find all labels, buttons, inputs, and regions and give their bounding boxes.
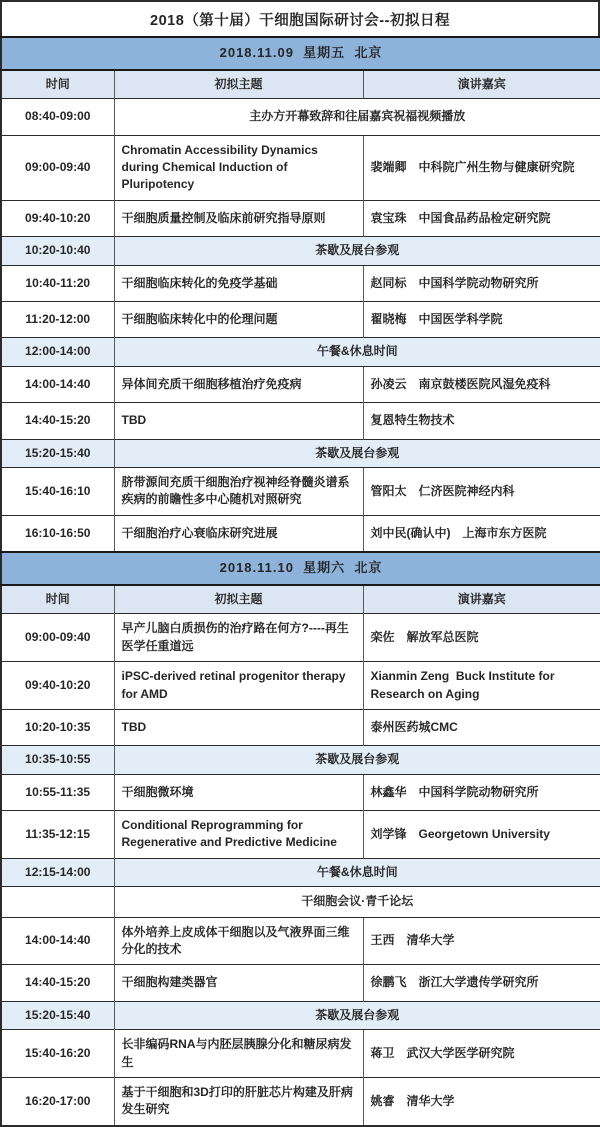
speaker-cell: Xianmin Zeng Buck Institute for Research on Aging: [363, 662, 600, 710]
topic-cell: 异体间充质干细胞移植治疗免疫病: [114, 366, 363, 402]
time-cell: 14:40-15:20: [1, 403, 114, 439]
speaker-cell: 姚睿 清华大学: [363, 1077, 600, 1125]
merged-row: [1, 99, 600, 135]
break-row: [1, 439, 600, 467]
speaker-cell: 蒋卫 武汉大学医学研究院: [363, 1030, 600, 1078]
topic-cell: 长非编码RNA与内胚层胰腺分化和糖尿病发生: [114, 1030, 363, 1078]
time-cell: [1, 887, 114, 917]
topic-cell: TBD: [114, 403, 363, 439]
session-row: [1, 515, 600, 552]
day-header-row: [1, 37, 600, 70]
session-row: [1, 265, 600, 301]
topic-cell: 干细胞构建类器官: [114, 965, 363, 1001]
time-cell: 12:00-14:00: [1, 338, 114, 366]
time-cell: 09:40-10:20: [1, 662, 114, 710]
break-label: 茶歇及展台参观: [114, 746, 600, 774]
speaker-cell: 管阳太 仁济医院神经内科: [363, 467, 600, 515]
col-header-time: 时间: [1, 70, 114, 99]
time-cell: 10:35-10:55: [1, 746, 114, 774]
time-cell: 15:40-16:10: [1, 467, 114, 515]
column-header-row: [1, 70, 600, 99]
merged-label: 主办方开幕致辞和往届嘉宾祝福视频播放: [114, 99, 600, 135]
page-title: 2018（第十届）干细胞国际研讨会--初拟日程: [0, 0, 600, 36]
topic-cell: 脐带源间充质干细胞治疗视神经脊髓炎谱系疾病的前瞻性多中心随机对照研究: [114, 467, 363, 515]
topic-cell: Conditional Reprogramming for Regenerative and Predictive Medicine: [114, 811, 363, 859]
session-row: [1, 135, 600, 200]
time-cell: 16:20-17:00: [1, 1077, 114, 1125]
time-cell: 15:40-16:20: [1, 1030, 114, 1078]
session-row: [1, 467, 600, 515]
topic-cell: 干细胞治疗心衰临床研究进展: [114, 515, 363, 552]
topic-cell: iPSC-derived retinal progenitor therapy for AMD: [114, 662, 363, 710]
merged-label: 干细胞会议·青千论坛: [114, 887, 600, 917]
time-cell: 15:20-15:40: [1, 439, 114, 467]
time-cell: 15:20-15:40: [1, 1001, 114, 1029]
schedule-table-body: [1, 37, 600, 1126]
break-label: 茶歇及展台参观: [114, 237, 600, 265]
session-row: [1, 1030, 600, 1078]
topic-cell: 干细胞临床转化中的伦理问题: [114, 301, 363, 337]
col-header-topic: 初拟主题: [114, 70, 363, 99]
break-row: [1, 1001, 600, 1029]
topic-cell: 早产儿脑白质损伤的治疗路在何方?----再生医学任重道远: [114, 614, 363, 662]
session-row: [1, 614, 600, 662]
speaker-cell: 裴端卿 中科院广州生物与健康研究院: [363, 135, 600, 200]
speaker-cell: 赵同标 中国科学院动物研究所: [363, 265, 600, 301]
break-row: [1, 338, 600, 366]
time-cell: 14:00-14:40: [1, 917, 114, 965]
time-cell: 11:20-12:00: [1, 301, 114, 337]
session-row: [1, 662, 600, 710]
speaker-cell: 栾佐 解放军总医院: [363, 614, 600, 662]
time-cell: 11:35-12:15: [1, 811, 114, 859]
break-label: 午餐&休息时间: [114, 338, 600, 366]
session-row: [1, 403, 600, 439]
time-cell: 14:00-14:40: [1, 366, 114, 402]
session-row: [1, 366, 600, 402]
session-row: [1, 709, 600, 745]
time-cell: 14:40-15:20: [1, 965, 114, 1001]
column-header-row: [1, 585, 600, 614]
break-label: 午餐&休息时间: [114, 858, 600, 886]
break-row: [1, 237, 600, 265]
topic-cell: 干细胞临床转化的免疫学基础: [114, 265, 363, 301]
topic-cell: 基于干细胞和3D打印的肝脏芯片构建及肝病发生研究: [114, 1077, 363, 1125]
time-cell: 10:20-10:35: [1, 709, 114, 745]
col-header-speaker: 演讲嘉宾: [363, 70, 600, 99]
session-row: [1, 965, 600, 1001]
day-header-label: 2018.11.10 星期六 北京: [1, 552, 600, 585]
speaker-cell: 孙凌云 南京鼓楼医院风湿免疫科: [363, 366, 600, 402]
speaker-cell: 刘中民(确认中) 上海市东方医院: [363, 515, 600, 552]
break-label: 茶歇及展台参观: [114, 1001, 600, 1029]
col-header-topic: 初拟主题: [114, 585, 363, 614]
time-cell: 10:55-11:35: [1, 774, 114, 810]
speaker-cell: 翟晓梅 中国医学科学院: [363, 301, 600, 337]
speaker-cell: 王西 清华大学: [363, 917, 600, 965]
time-cell: 09:00-09:40: [1, 614, 114, 662]
time-cell: 10:20-10:40: [1, 237, 114, 265]
topic-cell: 体外培养上皮成体干细胞以及气液界面三维分化的技术: [114, 917, 363, 965]
speaker-cell: 袁宝珠 中国食品药品检定研究院: [363, 200, 600, 236]
break-row: [1, 746, 600, 774]
time-cell: 09:40-10:20: [1, 200, 114, 236]
topic-cell: 干细胞质量控制及临床前研究指导原则: [114, 200, 363, 236]
time-cell: 08:40-09:00: [1, 99, 114, 135]
topic-cell: 干细胞微环境: [114, 774, 363, 810]
merged-row: [1, 887, 600, 917]
topic-cell: Chromatin Accessibility Dynamics during Chemical Induction of Pluripotency: [114, 135, 363, 200]
day-header-label: 2018.11.09 星期五 北京: [1, 37, 600, 70]
time-cell: 10:40-11:20: [1, 265, 114, 301]
session-row: [1, 200, 600, 236]
col-header-time: 时间: [1, 585, 114, 614]
speaker-cell: 徐鹏飞 浙江大学遗传学研究所: [363, 965, 600, 1001]
session-row: [1, 1077, 600, 1125]
session-row: [1, 917, 600, 965]
session-row: [1, 811, 600, 859]
time-cell: 09:00-09:40: [1, 135, 114, 200]
break-row: [1, 858, 600, 886]
day-header-row: [1, 552, 600, 585]
speaker-cell: 林鑫华 中国科学院动物研究所: [363, 774, 600, 810]
speaker-cell: 复恩特生物技术: [363, 403, 600, 439]
session-row: [1, 774, 600, 810]
schedule-table: [0, 36, 600, 1127]
break-label: 茶歇及展台参观: [114, 439, 600, 467]
speaker-cell: 刘学锋 Georgetown University: [363, 811, 600, 859]
topic-cell: TBD: [114, 709, 363, 745]
time-cell: 12:15-14:00: [1, 858, 114, 886]
session-row: [1, 301, 600, 337]
col-header-speaker: 演讲嘉宾: [363, 585, 600, 614]
time-cell: 16:10-16:50: [1, 515, 114, 552]
speaker-cell: 泰州医药城CMC: [363, 709, 600, 745]
